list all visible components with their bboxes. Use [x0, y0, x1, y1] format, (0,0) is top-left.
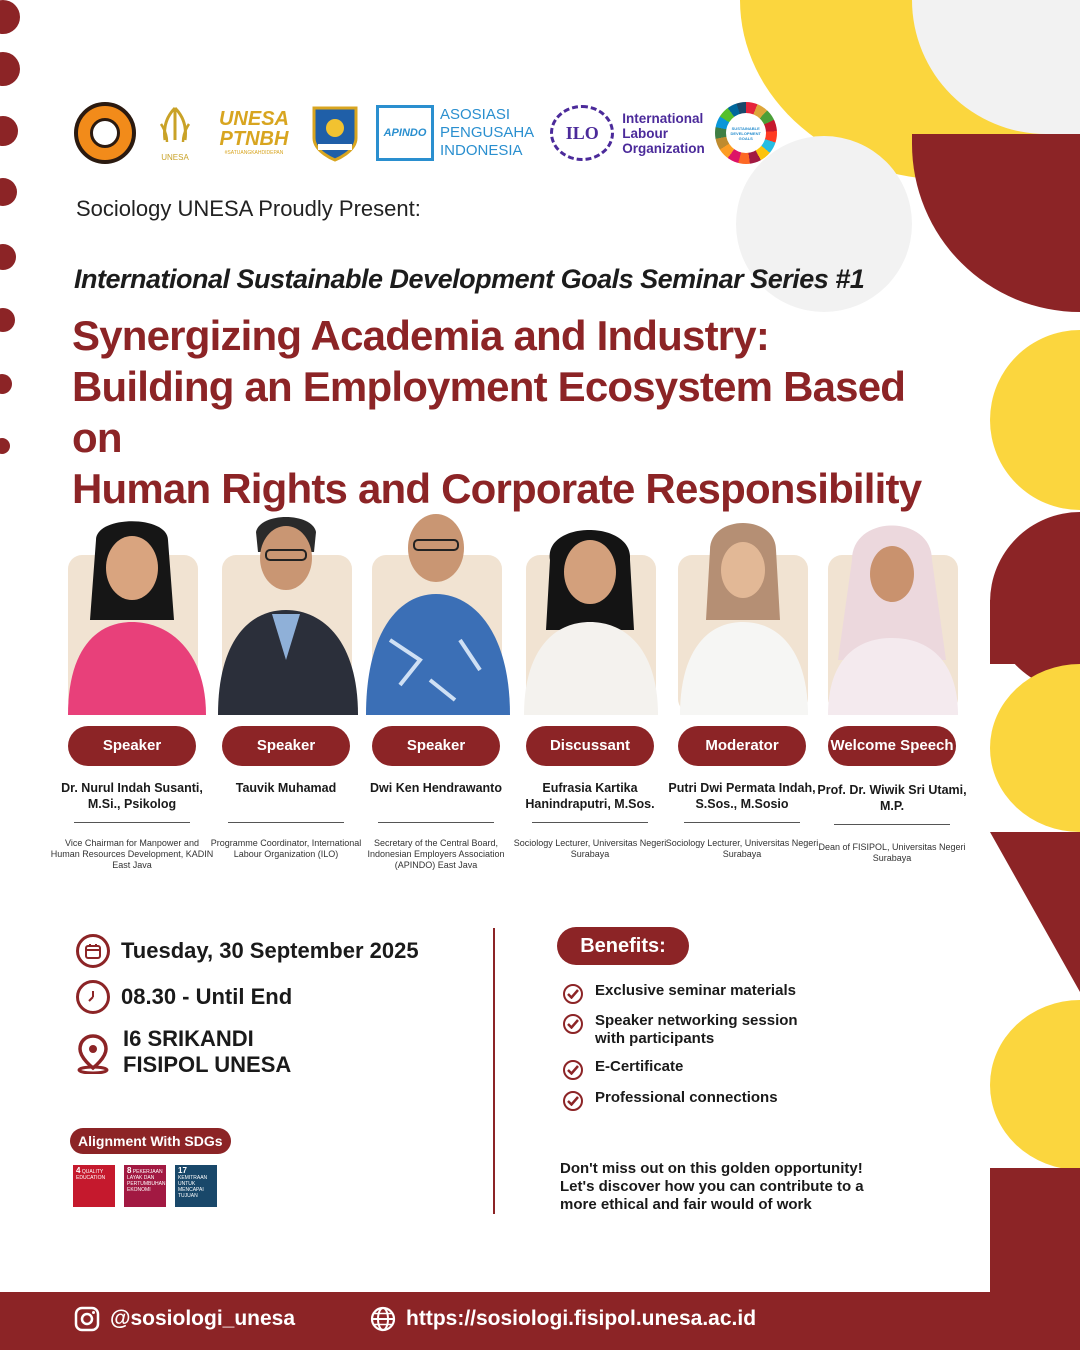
instagram-handle: @sosiologi_unesa — [110, 1307, 296, 1330]
sdg-goal-text: QUALITY EDUCATION — [76, 1169, 106, 1181]
edge-dot — [0, 52, 20, 86]
role-badge: Speaker — [68, 726, 196, 766]
speaker-title: Secretary of the Central Board, Indonesian Employers Association (APINDO) East Java — [367, 838, 505, 870]
speaker-portrait-icon — [514, 510, 666, 715]
unesa-logo — [146, 104, 204, 162]
apindo-logo — [376, 105, 534, 161]
ptnbh-logo — [214, 109, 294, 157]
east-java-crest-icon — [306, 102, 364, 164]
speaker-portrait-icon — [360, 510, 512, 715]
apindo-line3: INDONESIA — [440, 142, 523, 159]
partner-logos — [74, 102, 777, 164]
presenter-line: Sociology UNESA Proudly Present: — [76, 196, 421, 221]
globe-icon — [370, 1306, 396, 1332]
unesa-emblem-icon — [153, 104, 197, 148]
ptnbh-line1: UNESA — [218, 108, 289, 130]
ilo-line3: Organization — [622, 140, 705, 156]
speaker-name: Putri Dwi Permata Indah, S.Sos., M.Sosio — [668, 781, 816, 811]
speaker-name: Eufrasia Kartika Hanindraputri, M.Sos. — [525, 781, 655, 811]
ilo-logo — [550, 105, 705, 161]
sdg-goal-number: 17 — [178, 1166, 187, 1175]
edge-dot — [0, 116, 18, 146]
sociology-logo — [74, 102, 136, 164]
apindo-line1: ASOSIASI — [440, 106, 511, 123]
edge-dot — [0, 178, 17, 206]
edge-dot — [0, 244, 16, 270]
speaker-portrait-icon — [210, 510, 362, 715]
role-badge: Speaker — [222, 726, 350, 766]
speaker-title: Vice Chairman for Manpower and Human Resources Development, KADIN East Java — [50, 838, 214, 870]
right-yellow-half-2 — [990, 664, 1080, 832]
instagram-link[interactable] — [74, 1306, 295, 1332]
benefit-item — [563, 1058, 835, 1080]
edge-dot — [0, 308, 15, 332]
clock-icon — [76, 980, 110, 1014]
speaker-title: Dean of FISIPOL, Universitas Negeri Surabaya — [818, 842, 966, 863]
right-maroon-bottom — [990, 1168, 1080, 1298]
speaker-title: Sociology Lecturer, Universitas Negeri Surabaya — [665, 838, 819, 859]
role-badge: Discussant — [526, 726, 654, 766]
venue-line-2: FISIPOL UNESA — [123, 1052, 292, 1077]
page-title — [72, 310, 932, 514]
sdg-goal-number: 8 — [127, 1166, 132, 1175]
divider — [532, 822, 648, 823]
east-java-logo — [304, 102, 366, 164]
benefit-item — [563, 1012, 825, 1048]
divider — [228, 822, 344, 823]
apindo-badge-text: APINDO — [383, 127, 427, 139]
speaker-name: Prof. Dr. Wiwik Sri Utami, M.P. — [817, 783, 967, 813]
title-line-2: Building an Employment Ecosystem Based on — [72, 363, 906, 461]
speaker-title: Sociology Lecturer, Universitas Negeri Surabaya — [513, 838, 667, 859]
benefit-text: Professional connections — [595, 1089, 778, 1106]
apindo-badge — [376, 105, 434, 161]
sdg-wheel-line2: DEVELOPMENT — [730, 130, 761, 136]
website-link[interactable] — [370, 1306, 756, 1332]
ilo-badge-text: ILO — [565, 122, 599, 143]
role-badge: Speaker — [372, 726, 500, 766]
right-maroon-block — [990, 600, 1080, 664]
venue-line-1: I6 SRIKANDI — [123, 1026, 254, 1051]
sdg-goal-8-icon — [124, 1165, 166, 1207]
divider — [684, 822, 800, 823]
event-date: Tuesday, 30 September 2025 — [121, 938, 419, 963]
sdg-goal-text: PEKERJAAN LAYAK DAN PERTUMBUHAN EKONOMI — [127, 1169, 166, 1193]
column-divider — [493, 928, 495, 1214]
edge-dot — [0, 374, 12, 394]
speaker-portrait-icon — [56, 510, 208, 715]
sdg-wheel-line1: SUSTAINABLE — [731, 125, 760, 131]
ilo-line1: International — [622, 110, 704, 126]
role-badge: Moderator — [678, 726, 806, 766]
right-maroon-quarter — [912, 134, 1080, 312]
role-badge: Welcome Speech — [828, 726, 956, 766]
right-yellow-half-1 — [990, 330, 1080, 510]
sdg-goal-4-icon — [73, 1165, 115, 1207]
sdg-alignment-label: Alignment With SDGs — [70, 1128, 231, 1154]
divider — [74, 822, 190, 823]
sdg-goal-17-icon — [175, 1165, 217, 1207]
speaker-name: Tauvik Muhamad — [235, 781, 337, 795]
closing-message: Don't miss out on this golden opportunity! Let's discover how you can contribute to a more ethical and fair would of work — [560, 1160, 864, 1213]
title-line-1: Synergizing Academia and Industry: — [72, 312, 770, 359]
check-icon — [563, 1014, 583, 1034]
speaker-portrait-icon — [666, 510, 818, 715]
edge-dot — [0, 0, 20, 34]
seminar-series: International Sustainable Development Goals Seminar Series #1 — [74, 264, 865, 294]
check-icon — [563, 1091, 583, 1111]
edge-dot — [0, 438, 10, 454]
website-url: https://sosiologi.fisipol.unesa.ac.id — [406, 1307, 757, 1330]
check-icon — [563, 984, 583, 1004]
check-icon — [563, 1060, 583, 1080]
ilo-emblem — [550, 105, 614, 161]
benefit-item — [563, 982, 835, 1004]
right-yellow-half-3 — [990, 1000, 1080, 1170]
speaker-title: Programme Coordinator, International Labour Organization (ILO) — [210, 838, 362, 859]
benefit-text: E-Certificate — [595, 1058, 684, 1075]
event-time: 08.30 - Until End — [121, 984, 293, 1009]
ilo-line2: Labour — [622, 125, 668, 141]
speaker-name: Dwi Ken Hendrawanto — [370, 781, 502, 795]
speaker-name: Dr. Nurul Indah Susanti, M.Si., Psikolog — [61, 781, 203, 811]
apindo-line2: PENGUSAHA — [440, 124, 535, 141]
benefit-item — [563, 1089, 835, 1111]
sdg-wheel-line3: GOALS — [738, 135, 753, 141]
divider — [378, 822, 494, 823]
ptnbh-tag: #SATUANGKAHDIDEPAN — [224, 150, 284, 156]
instagram-icon — [74, 1306, 100, 1332]
calendar-icon — [76, 934, 110, 968]
benefit-text: Exclusive seminar materials — [595, 982, 796, 999]
ptnbh-line2: PTNBH — [219, 128, 289, 150]
right-maroon-triangle — [990, 832, 1080, 992]
speaker-portrait-icon — [816, 510, 968, 715]
sdg-goal-text: KEMITRAAN UNTUK MENCAPAI TUJUAN — [178, 1175, 208, 1199]
benefits-label: Benefits: — [557, 927, 689, 965]
sdg-wheel-logo — [715, 102, 777, 164]
divider — [834, 824, 950, 825]
sdg-goal-number: 4 — [76, 1166, 81, 1175]
title-line-3: Human Rights and Corporate Responsibility — [72, 465, 922, 512]
event-venue — [123, 1026, 291, 1078]
location-pin-icon — [75, 1034, 111, 1074]
unesa-caption: UNESA — [161, 153, 189, 162]
benefit-text: Speaker networking session with participants — [595, 1012, 798, 1047]
